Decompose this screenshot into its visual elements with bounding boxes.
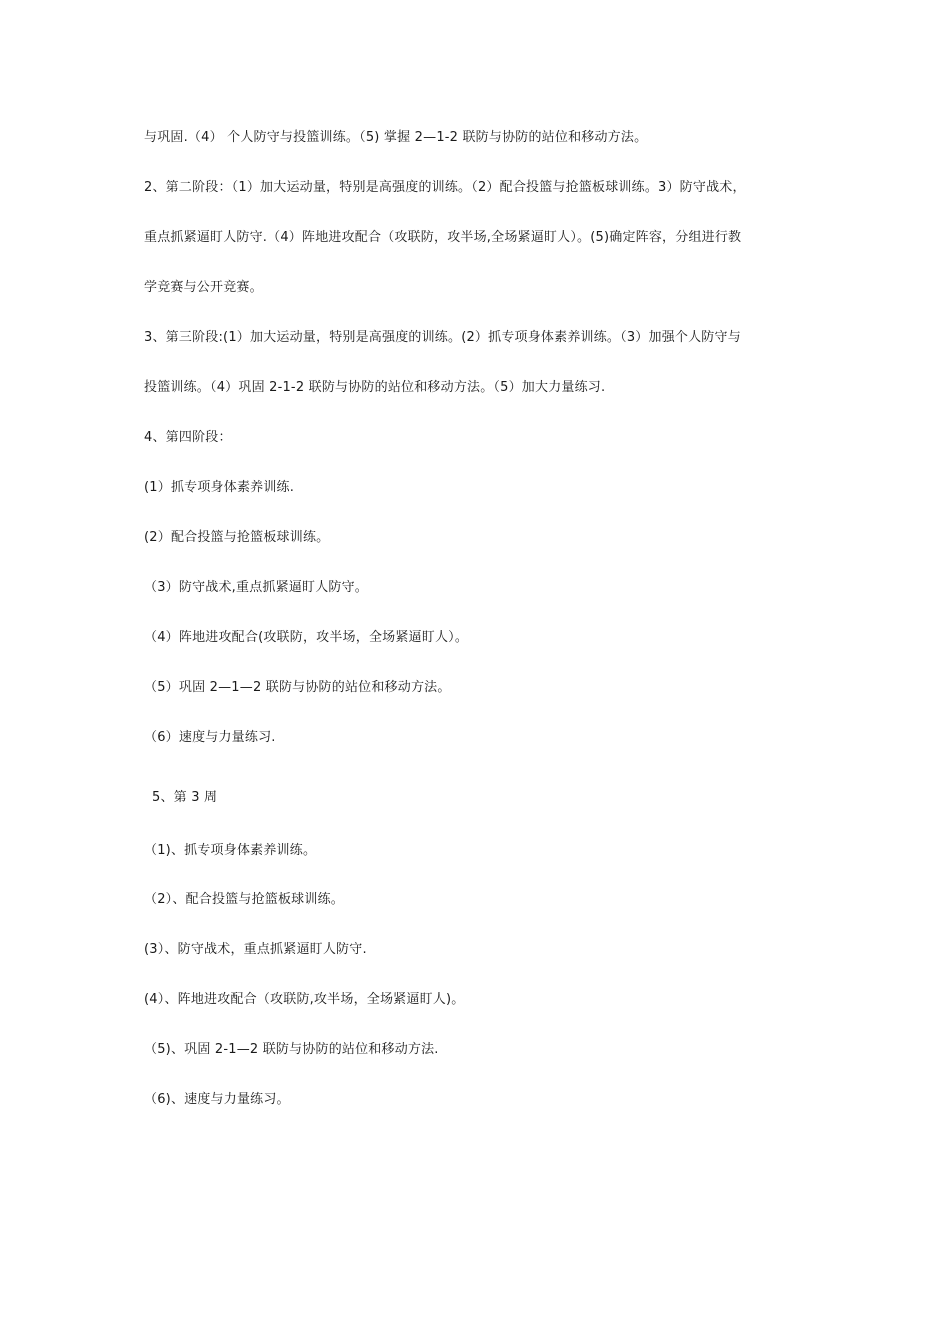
text-line: （6)、速度与力量练习。 xyxy=(144,1092,290,1107)
text-line: 3、第三阶段:(1）加大运动量，特别是高强度的训练。(2）抓专项身体素养训练。（3）加强个人防守与 xyxy=(144,330,741,345)
text-line: (3）、防守战术，重点抓紧逼盯人防守. xyxy=(144,942,367,957)
text-line: （3）防守战术,重点抓紧逼盯人防守。 xyxy=(144,580,369,595)
text-line: （5）巩固 2—1—2 联防与协防的站位和移动方法。 xyxy=(144,680,451,695)
text-line: （4）阵地进攻配合(攻联防，攻半场，全场紧逼盯人）。 xyxy=(144,630,469,645)
text-line: 投篮训练。（4）巩固 2-1-2 联防与协防的站位和移动方法。（5）加大力量练习. xyxy=(144,380,606,395)
text-line: 与巩固.（4） 个人防守与投篮训练。（5) 掌握 2—1-2 联防与协防的站位和移动方法。 xyxy=(144,130,648,145)
text-line: (1）抓专项身体素养训练. xyxy=(144,480,295,495)
text-line: (2）配合投篮与抢篮板球训练。 xyxy=(144,530,330,545)
section-heading: 5、第 3 周 xyxy=(152,790,218,805)
text-line: 4、第四阶段： xyxy=(144,430,232,445)
text-line: （1)、抓专项身体素养训练。 xyxy=(144,843,317,858)
text-line: （6）速度与力量练习. xyxy=(144,730,276,745)
text-line: 2、第二阶段：（1）加大运动量，特别是高强度的训练。（2）配合投篮与抢篮板球训练。3）防守战术， xyxy=(144,180,746,195)
text-line: (4）、阵地进攻配合（攻联防,攻半场，全场紧逼盯人)。 xyxy=(144,992,465,1007)
text-line: （2）、配合投篮与抢篮板球训练。 xyxy=(144,892,344,907)
text-line: 学竞赛与公开竞赛。 xyxy=(144,280,263,295)
text-line: 重点抓紧逼盯人防守.（4）阵地进攻配合（攻联防，攻半场,全场紧逼盯人）。(5)确定阵容，分组进行教 xyxy=(144,230,742,245)
text-line: （5)、巩固 2-1—2 联防与协防的站位和移动方法. xyxy=(144,1042,439,1057)
